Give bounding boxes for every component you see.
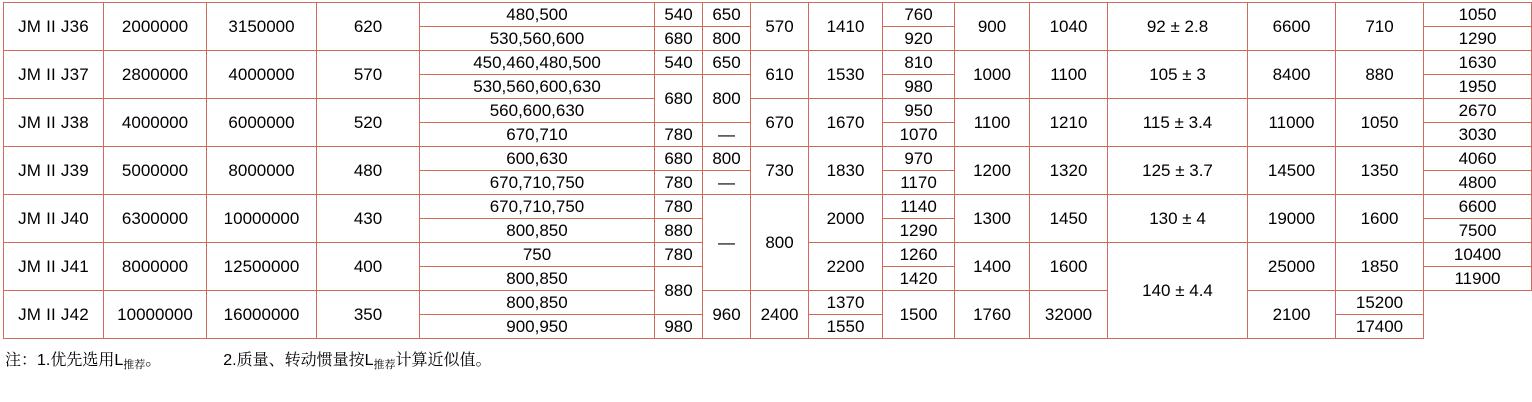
cell-inertia: 2100 bbox=[1248, 291, 1336, 339]
cell-model: JM II J42 bbox=[4, 291, 104, 339]
cell-mass: 6600 bbox=[1248, 3, 1336, 51]
cell-length-bottom-a: 980 bbox=[655, 315, 703, 339]
cell-length-bottom-a: 780 bbox=[655, 123, 703, 147]
cell-mass: 11000 bbox=[1248, 99, 1336, 147]
cell-speed: 520 bbox=[317, 99, 420, 147]
cell-torque-nominal: 10000000 bbox=[104, 291, 207, 339]
cell-length-bottom-a: 780 bbox=[655, 171, 703, 195]
cell-model: JM II J41 bbox=[4, 243, 104, 291]
table-row bbox=[4, 51, 1532, 75]
cell-length-bottom-b: 800 bbox=[703, 75, 751, 123]
cell-dim-d3-bottom: 1290 bbox=[883, 219, 955, 243]
table-row bbox=[4, 3, 1532, 27]
cell-torque-max: 3150000 bbox=[207, 3, 317, 51]
cell-bore-bottom: 670,710,750 bbox=[420, 171, 655, 195]
cell-bore-bottom: 530,560,600,630 bbox=[420, 75, 655, 99]
cell-dim-d5: 1210 bbox=[1030, 99, 1108, 147]
cell-dim-d3-bottom: 1070 bbox=[883, 123, 955, 147]
cell-dim-d4: 1100 bbox=[955, 99, 1030, 147]
cell-model: JM II J38 bbox=[4, 99, 104, 147]
cell-torque-max: 10000000 bbox=[207, 195, 317, 243]
cell-extra-top: 1050 bbox=[1424, 3, 1532, 27]
cell-dim-d2: 2000 bbox=[809, 195, 883, 243]
cell-dim-d1: 800 bbox=[751, 195, 809, 291]
cell-dim-d4: 1000 bbox=[955, 51, 1030, 99]
cell-dim-d5: 1600 bbox=[1030, 243, 1108, 291]
table-row bbox=[4, 99, 1532, 123]
cell-dim-d2: 1410 bbox=[809, 3, 883, 51]
table-row bbox=[4, 147, 1532, 171]
cell-inertia: 1600 bbox=[1336, 195, 1424, 243]
cell-length-bottom-b: 800 bbox=[703, 27, 751, 51]
cell-bore-bottom: 800,850 bbox=[420, 219, 655, 243]
cell-bore-top: 480,500 bbox=[420, 3, 655, 27]
table-row bbox=[4, 195, 1532, 219]
cell-dim-d1: 670 bbox=[751, 99, 809, 147]
cell-length-top-a: 540 bbox=[655, 51, 703, 75]
cell-mass: 25000 bbox=[1248, 243, 1336, 291]
cell-tolerance: 130 ± 4 bbox=[1108, 195, 1248, 243]
cell-speed: 570 bbox=[317, 51, 420, 99]
cell-torque-nominal: 2000000 bbox=[104, 3, 207, 51]
cell-tolerance: 92 ± 2.8 bbox=[1108, 3, 1248, 51]
cell-extra-bottom: 11900 bbox=[1424, 267, 1532, 291]
cell-dim-d1: 960 bbox=[703, 291, 751, 339]
footnote-part-2: 2.质量、转动惯量按L bbox=[223, 352, 374, 369]
cell-dim-d1: 570 bbox=[751, 3, 809, 51]
cell-dim-d3-top: 1140 bbox=[883, 195, 955, 219]
cell-inertia: 1850 bbox=[1336, 243, 1424, 291]
cell-inertia: 710 bbox=[1336, 3, 1424, 51]
cell-dim-d4: 900 bbox=[955, 3, 1030, 51]
table-row bbox=[4, 291, 1532, 315]
cell-dim-d1: 730 bbox=[751, 147, 809, 195]
cell-length-top-b: 650 bbox=[703, 51, 751, 75]
cell-length-top-a: 780 bbox=[655, 195, 703, 219]
cell-bore-top: 450,460,480,500 bbox=[420, 51, 655, 75]
cell-dim-d3-bottom: 980 bbox=[883, 75, 955, 99]
cell-bore-bottom: 530,560,600 bbox=[420, 27, 655, 51]
footnote-part-3: 计算近似值。 bbox=[395, 352, 492, 369]
cell-length-bottom-a: 680 bbox=[655, 27, 703, 51]
cell-extra-top: 2670 bbox=[1424, 99, 1532, 123]
cell-speed: 430 bbox=[317, 195, 420, 243]
cell-extra-bottom: 1950 bbox=[1424, 75, 1532, 99]
cell-extra-top: 4060 bbox=[1424, 147, 1532, 171]
cell-inertia: 880 bbox=[1336, 51, 1424, 99]
cell-speed: 350 bbox=[317, 291, 420, 339]
coupling-spec-table bbox=[3, 2, 1532, 339]
cell-dim-d3-top: 1260 bbox=[883, 243, 955, 267]
cell-length-dash: — bbox=[703, 195, 751, 291]
cell-torque-nominal: 5000000 bbox=[104, 147, 207, 195]
cell-dim-d3-bottom: 1170 bbox=[883, 171, 955, 195]
cell-mass: 8400 bbox=[1248, 51, 1336, 99]
cell-dim-d3-top: 1370 bbox=[809, 291, 883, 315]
table-footnote bbox=[5, 347, 492, 370]
cell-dim-d3-top: 810 bbox=[883, 51, 955, 75]
cell-dim-d2: 1530 bbox=[809, 51, 883, 99]
cell-length-top-a: 780 bbox=[655, 243, 703, 267]
spec-table-page bbox=[0, 2, 1502, 402]
cell-extra-bottom: 3030 bbox=[1424, 123, 1532, 147]
cell-dim-d5: 1040 bbox=[1030, 3, 1108, 51]
cell-length-bottom-b: — bbox=[703, 171, 751, 195]
cell-dim-d5: 1100 bbox=[1030, 51, 1108, 99]
cell-model: JM II J36 bbox=[4, 3, 104, 51]
cell-dim-d2: 1830 bbox=[809, 147, 883, 195]
cell-model: JM II J37 bbox=[4, 51, 104, 99]
cell-torque-nominal: 2800000 bbox=[104, 51, 207, 99]
cell-torque-max: 8000000 bbox=[207, 147, 317, 195]
footnote-part-1: 注：1.优先选用L bbox=[5, 352, 124, 369]
cell-bore-top: 600,630 bbox=[420, 147, 655, 171]
cell-bore-bottom: 670,710 bbox=[420, 123, 655, 147]
cell-mass: 14500 bbox=[1248, 147, 1336, 195]
cell-speed: 400 bbox=[317, 243, 420, 291]
cell-dim-d2: 2200 bbox=[809, 243, 883, 291]
cell-tolerance: 105 ± 3 bbox=[1108, 51, 1248, 99]
cell-mass: 19000 bbox=[1248, 195, 1336, 243]
cell-dim-d5: 1760 bbox=[955, 291, 1030, 339]
footnote-part-mid: 。 bbox=[145, 352, 162, 369]
cell-inertia: 1350 bbox=[1336, 147, 1424, 195]
cell-dim-d4: 1400 bbox=[955, 243, 1030, 291]
cell-speed: 620 bbox=[317, 3, 420, 51]
cell-dim-d3-bottom: 1420 bbox=[883, 267, 955, 291]
cell-dim-d4: 1500 bbox=[883, 291, 955, 339]
cell-dim-d5: 1450 bbox=[1030, 195, 1108, 243]
cell-extra-top: 15200 bbox=[1336, 291, 1424, 315]
cell-dim-d5: 1320 bbox=[1030, 147, 1108, 195]
cell-extra-top: 1630 bbox=[1424, 51, 1532, 75]
cell-torque-nominal: 4000000 bbox=[104, 99, 207, 147]
footnote-subscript-2: 推荐 bbox=[373, 359, 396, 371]
cell-model: JM II J40 bbox=[4, 195, 104, 243]
cell-length-top-a: 540 bbox=[655, 3, 703, 27]
cell-extra-bottom: 7500 bbox=[1424, 219, 1532, 243]
cell-tolerance: 125 ± 3.7 bbox=[1108, 147, 1248, 195]
cell-length-top-b: 800 bbox=[703, 147, 751, 171]
cell-tolerance: 140 ± 4.4 bbox=[1108, 243, 1248, 339]
cell-extra-bottom: 1290 bbox=[1424, 27, 1532, 51]
cell-speed: 480 bbox=[317, 147, 420, 195]
cell-length-bottom-b: — bbox=[703, 123, 751, 147]
cell-dim-d1: 610 bbox=[751, 51, 809, 99]
cell-torque-max: 16000000 bbox=[207, 291, 317, 339]
cell-dim-d4: 1300 bbox=[955, 195, 1030, 243]
cell-extra-bottom: 4800 bbox=[1424, 171, 1532, 195]
cell-extra-bottom: 17400 bbox=[1336, 315, 1424, 339]
cell-bore-bottom: 800,850 bbox=[420, 267, 655, 291]
cell-torque-max: 4000000 bbox=[207, 51, 317, 99]
cell-tolerance: 115 ± 3.4 bbox=[1108, 99, 1248, 147]
cell-bore-top: 800,850 bbox=[420, 291, 655, 315]
cell-length-bottom-a: 680 bbox=[655, 75, 703, 123]
cell-dim-d3-top: 970 bbox=[883, 147, 955, 171]
cell-torque-nominal: 6300000 bbox=[104, 195, 207, 243]
cell-torque-max: 6000000 bbox=[207, 99, 317, 147]
cell-dim-d3-bottom: 1550 bbox=[809, 315, 883, 339]
cell-extra-top: 10400 bbox=[1424, 243, 1532, 267]
cell-length-top-b: 650 bbox=[703, 3, 751, 27]
cell-torque-max: 12500000 bbox=[207, 243, 317, 291]
cell-model: JM II J39 bbox=[4, 147, 104, 195]
cell-dim-d3-top: 950 bbox=[883, 99, 955, 123]
cell-length-bottom-a: 880 bbox=[655, 267, 703, 315]
cell-dim-d3-top: 760 bbox=[883, 3, 955, 27]
cell-torque-nominal: 8000000 bbox=[104, 243, 207, 291]
cell-inertia: 1050 bbox=[1336, 99, 1424, 147]
cell-bore-top: 670,710,750 bbox=[420, 195, 655, 219]
cell-dim-d2: 2400 bbox=[751, 291, 809, 339]
cell-mass: 32000 bbox=[1030, 291, 1108, 339]
cell-dim-d4: 1200 bbox=[955, 147, 1030, 195]
cell-length-bottom-a: 880 bbox=[655, 219, 703, 243]
footnote-subscript-1: 推荐 bbox=[123, 359, 146, 371]
cell-extra-top: 6600 bbox=[1424, 195, 1532, 219]
cell-dim-d2: 1670 bbox=[809, 99, 883, 147]
cell-bore-top: 750 bbox=[420, 243, 655, 267]
cell-bore-bottom: 900,950 bbox=[420, 315, 655, 339]
cell-bore-top: 560,600,630 bbox=[420, 99, 655, 123]
cell-length-top-a: 680 bbox=[655, 147, 703, 171]
cell-dim-d3-bottom: 920 bbox=[883, 27, 955, 51]
